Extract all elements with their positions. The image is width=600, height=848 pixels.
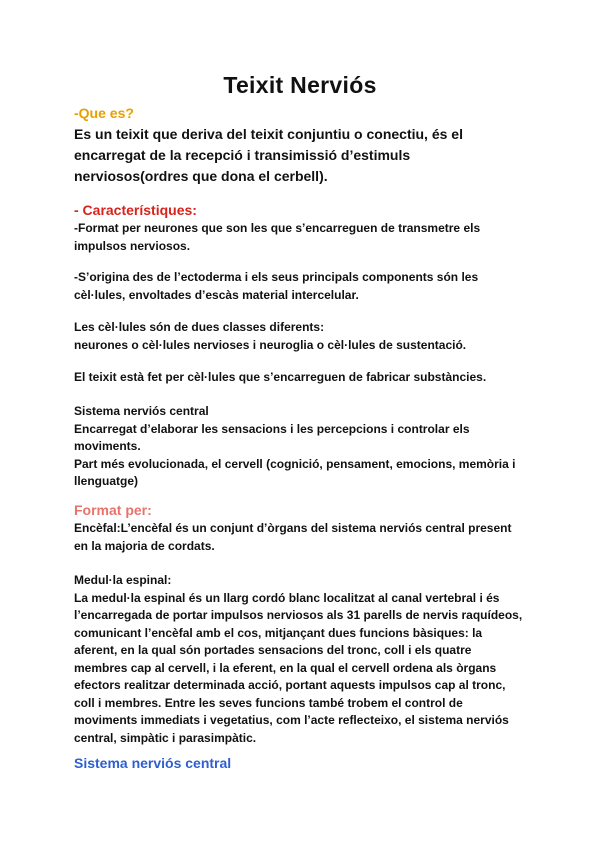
- text-line: moviments.: [74, 439, 141, 453]
- text-line: Les cèl·lules són de dues classes diferents:: [74, 320, 325, 334]
- text-line: membres cap al cervell, i la eferent, en la qual el cervell ordena als òrgans: [74, 660, 497, 675]
- text-line: central, simpàtic i parasimpàtic.: [74, 730, 257, 745]
- text-line: nerviosos(ordres que dona el cerbell).: [74, 168, 328, 184]
- text-line: Sistema nerviós central: [74, 404, 209, 418]
- characteristic-paragraph-4: [74, 369, 544, 387]
- text-line: -S’origina des de l’ectoderma i els seus principals components són les: [74, 270, 479, 284]
- characteristic-paragraph-2: [74, 269, 544, 304]
- snc-description: [74, 403, 544, 491]
- text-line: aferent, en la qual són portades sensacions del tronc, coll i els quatre: [74, 643, 472, 657]
- text-line: comunicant l’encèfal amb el cos, mitjançant dues funcions bàsiques: la: [74, 625, 483, 640]
- text-line: Encèfal:L’encèfal és un conjunt d’òrgans del sistema nerviós central present: [74, 521, 512, 535]
- encefal-paragraph: [74, 520, 544, 555]
- text-line: cèl·lules, envoltades d’escàs material intercelular.: [74, 287, 359, 302]
- text-line: Medul·la espinal:: [74, 573, 172, 587]
- text-line: encarregat de la recepció i transimissió d’estimuls: [74, 147, 411, 163]
- text-line: impulsos nerviosos.: [74, 238, 191, 253]
- text-line: l’encarregada de portar impulsos nerviosos als 31 parells de nervis raquídeos,: [74, 608, 523, 622]
- que-es-paragraph: [74, 124, 544, 187]
- characteristic-paragraph-3: [74, 319, 544, 354]
- text-line: Es un teixit que deriva del teixit conjuntiu o conectiu, és el: [74, 126, 463, 142]
- medulla-paragraph: [74, 572, 544, 747]
- que-es-heading: -Que es?: [74, 105, 134, 121]
- text-line: efectors realitzar determinada acció, portant aquests impulsos cap al tronc,: [74, 678, 506, 692]
- text-line: coll i membres. Entre les seves funcions també trobem el control de: [74, 695, 463, 710]
- snc-heading: Sistema nerviós central: [74, 755, 232, 771]
- text-line: Part més evolucionada, el cervell (cognició, pensament, emocions, memòria i: [74, 456, 516, 471]
- text-line: en la majoria de cordats.: [74, 538, 215, 553]
- caracteristiques-heading: - Característiques:: [74, 202, 197, 218]
- text-line: -Format per neurones que son les que s’encarreguen de transmetre els: [74, 221, 481, 235]
- format-per-heading: Format per:: [74, 502, 152, 518]
- text-line: neurones o cèl·lules nervioses i neuroglia o cèl·lules de sustentació.: [74, 337, 467, 352]
- text-line: moviments immediats i vegetatius, com l’acte reflecteixo, el sistema nerviós: [74, 713, 509, 727]
- characteristic-paragraph-1: [74, 220, 544, 255]
- text-line: La medul·la espinal és un llarg cordó blanc localitzat al canal vertebral i és: [74, 590, 500, 605]
- text-line: El teixit està fet per cèl·lules que s’encarreguen de fabricar substàncies.: [74, 370, 487, 384]
- text-line: llenguatge): [74, 474, 139, 488]
- text-line: Encarregat d’elaborar les sensacions i les percepcions i controlar els: [74, 421, 470, 436]
- document-title: Teixit Nerviós: [223, 72, 377, 98]
